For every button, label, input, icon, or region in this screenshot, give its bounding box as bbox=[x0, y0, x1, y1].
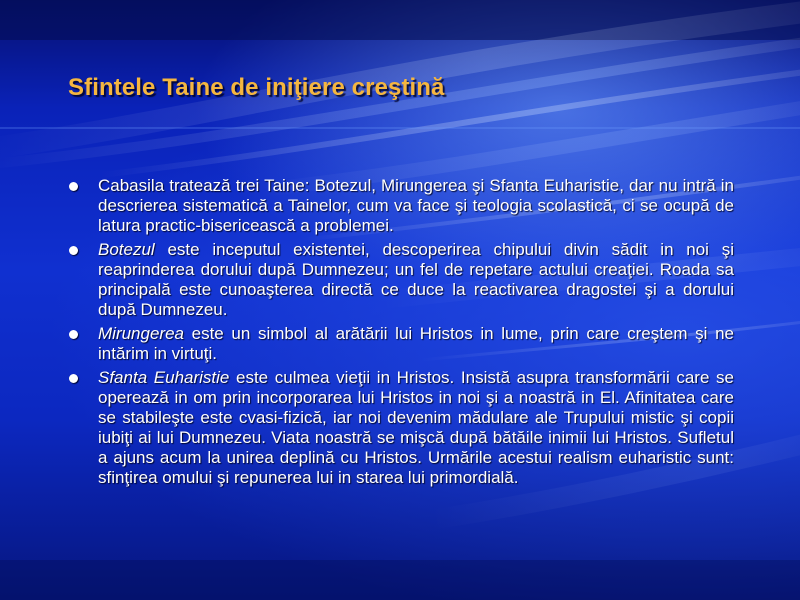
bullet-dot-icon bbox=[69, 330, 78, 339]
bullet-dot-icon bbox=[69, 246, 78, 255]
slide-title: Sfintele Taine de iniţiere creştină bbox=[68, 74, 445, 101]
bullet-term: Mirungerea bbox=[98, 324, 184, 343]
list-item bbox=[66, 324, 734, 364]
bullet-text: este culmea vieţii in Hristos. Insistă asupra transformării care se operează in om prin incorporarea lui Hristos in noi şi a noastră in El. Afinitatea care se stabileşte este cvasi-fizică, iar noi devenim mădulare ale Trupului mistic şi copii iubiţi ai lui Dumnezeu. Viata noastră se mişcă după bătăile inimii lui Hristos. Sufletul a ajuns acum la unirea deplină cu Hristos. Urmările acestui realism euharistic sunt: sfinţirea omului şi repunerea lui in starea lui primordială. bbox=[98, 368, 735, 487]
bullet-term: Sfanta Euharistie bbox=[98, 368, 230, 387]
list-item bbox=[66, 240, 734, 320]
bullet-dot-icon bbox=[69, 374, 78, 383]
list-item bbox=[66, 176, 734, 236]
bullet-text: este inceputul existentei, descoperirea chipului divin sădit in noi şi reaprinderea dorului după Dumnezeu; un fel de repetare actului creaţiei. Roada sa principală este cunoaşterea directă ce duce la reactivarea dragostei şi a dorului după Dumnezeu. bbox=[98, 240, 734, 319]
bullet-text: Cabasila tratează trei Taine: Botezul, Mirungerea şi Sfanta Euharistie, dar nu intră in descrierea sistematică a Tainelor, cum va face şi teologia scolastică, ci se ocupă de latura practic-bisericească a problemei. bbox=[98, 176, 734, 235]
list-item bbox=[66, 368, 734, 488]
bullet-text: este un simbol al arătării lui Hristos in lume, prin care creştem şi ne intărim in virtuţi. bbox=[98, 324, 734, 363]
bullet-list bbox=[66, 176, 734, 492]
bullet-term: Botezul bbox=[98, 240, 155, 259]
bullet-dot-icon bbox=[69, 182, 78, 191]
